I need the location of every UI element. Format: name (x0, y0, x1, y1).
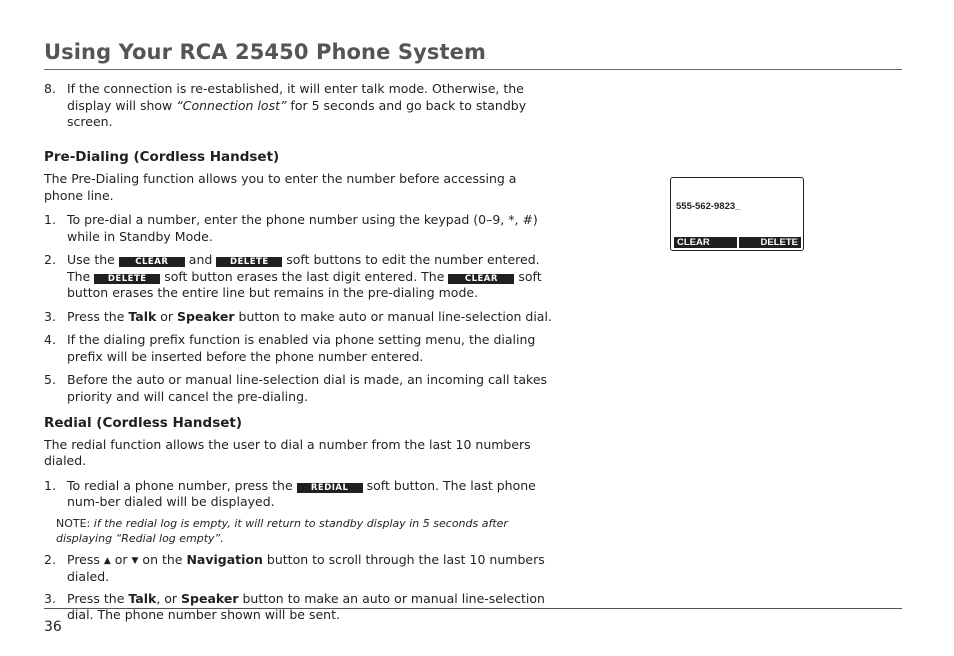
list-item: 2. Press ▲ or ▼ on the Navigation button to scroll through the last 10 numbers dialed. (44, 551, 545, 584)
clear-softkey-label: CLEAR (674, 237, 737, 248)
down-arrow-icon: ▼ (131, 555, 139, 566)
display-number: 555-562-9823_ (676, 201, 741, 212)
note: NOTE: if the redial log is empty, it will return to standby display in 5 seconds after displaying “Redial log empty”. (56, 516, 508, 545)
list-item: 4. If the dialing prefix function is enabled via phone setting menu, the dialing prefix will be inserted before the phone number entered. (44, 332, 536, 364)
handset-display (670, 177, 804, 251)
section-heading-predial: Pre-Dialing (Cordless Handset) (44, 148, 280, 165)
list-item: 1. To redial a phone number, press the REDIAL soft button. The last phone num-ber dialed will be displayed. (44, 477, 536, 509)
section-heading-redial: Redial (Cordless Handset) (44, 415, 243, 431)
delete-softkey-icon: DELETE (94, 274, 160, 284)
redial-intro: The redial function allows the user to dial a number from the last 10 numbers dialed. (44, 436, 531, 468)
list-item: 2. Use the CLEAR and DELETE soft buttons to edit the number entered. The DELETE soft button erases the last digit entered. The CLEAR soft button erases the entire line but remains in the pre-dialing mode. (44, 252, 542, 300)
predial-intro: The Pre-Dialing function allows you to enter the number before accessing a phone line. (44, 171, 517, 203)
main-column (44, 81, 552, 624)
header-rule (44, 69, 902, 70)
page-title: Using Your RCA 25450 Phone System (44, 40, 486, 64)
delete-softkey-label: DELETE (739, 237, 801, 248)
list-item: 1. To pre-dial a number, enter the phone number using the keypad (0–9, *, #) while in Standby Mode. (44, 212, 538, 244)
clear-softkey-icon: CLEAR (448, 274, 514, 284)
up-arrow-icon: ▲ (103, 555, 111, 566)
page-number: 36 (44, 619, 62, 635)
list-item: 5. Before the auto or manual line-selection dial is made, an incoming call takes priority and will cancel the pre-dialing. (44, 372, 548, 404)
redial-softkey-icon: REDIAL (297, 483, 363, 493)
footer-rule (44, 608, 902, 609)
list-item: 8. If the connection is re-established, it will enter talk mode. Otherwise, the display will show “Connection lost” for 5 seconds and go back to standby screen. (44, 81, 527, 129)
delete-softkey-icon: DELETE (216, 257, 282, 267)
list-item: 3. Press the Talk, or Speaker button to make an auto or manual line-selection dial. The phone number shown will be sent. (44, 590, 545, 622)
clear-softkey-icon: CLEAR (119, 257, 185, 267)
list-item: 3. Press the Talk or Speaker button to make auto or manual line-selection dial. (44, 308, 552, 324)
